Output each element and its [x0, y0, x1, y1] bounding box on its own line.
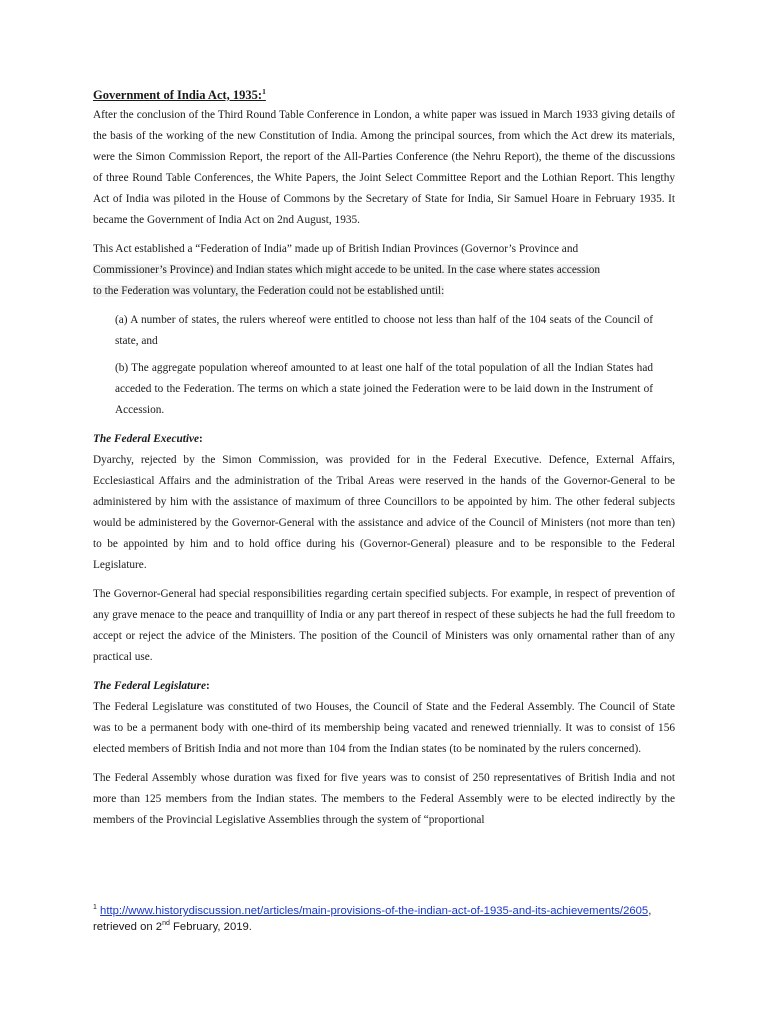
- footnote-number: 1: [93, 904, 97, 912]
- footnote-link[interactable]: http://www.historydiscussion.net/articles/main-provisions-of-the-indian-act-of-1935-and-its-achievements/2605: [100, 905, 649, 917]
- section-heading-federal-executive: The Federal Executive:: [93, 433, 203, 445]
- federation-line-1: This Act established a “Federation of India” made up of British Indian Provinces (Governor’s Province and: [93, 243, 579, 255]
- footnote-ref[interactable]: 1: [262, 86, 266, 96]
- paragraph-governor-general: The Governor-General had special responsibilities regarding certain specified subjects. For example, in respect of prevention of any grave menace to the peace and tranquillity of India or any part thereof in respect of these subjects he had the full freedom to accept or reject the advice of the Ministers. The position of the Council of Ministers was only ornamental rather than of any practical use.: [93, 588, 675, 663]
- federal-executive-heading-text: The Federal Executive: [93, 433, 200, 445]
- title-text: Government of India Act, 1935:: [93, 88, 263, 102]
- footnote-retrieved-suffix: February, 2019.: [169, 921, 252, 933]
- paragraph-federal-executive: Dyarchy, rejected by the Simon Commission, was provided for in the Federal Executive. Defence, External Affairs, Ecclesiastical Affairs and the administration of the Tribal Areas were reserved in the hands of the Governor-General to be administered by him with the assistance of maximum of three Councillors to be appointed by him. The other federal subjects would be administered by the Governor-General with the assistance and advice of the Council of Ministers (not more than ten) to be appointed by him and to hold office during his (Governor-General) pleasure and to be responsible to the Federal Legislature.: [93, 454, 675, 571]
- paragraph-federal-assembly: The Federal Assembly whose duration was fixed for five years was to consist of 250 representatives of British India and not more than 125 members from the Indian states. The members to the Federal Assembly were to be elected indirectly by the members of the Provincial Legislative Assemblies through the system of “proportional: [93, 772, 675, 826]
- federation-line-3: to the Federation was voluntary, the Federation could not be established until:: [93, 285, 445, 297]
- paragraph-federation: [93, 239, 675, 302]
- federation-line-2: Commissioner’s Province) and Indian states which might accede to be united. In the case where states accession: [93, 264, 601, 276]
- paragraph-intro: After the conclusion of the Third Round Table Conference in London, a white paper was issued in March 1933 giving details of the basis of the working of the new Constitution of India. Among the principal sources, from which the Act drew its materials, were the Simon Commission Report, the report of the All-Parties Conference (the Nehru Report), the theme of the discussions of three Round Table Conferences, the White Papers, the Joint Select Committee Report and the Lothian Report. This lengthy Act of India was piloted in the House of Commons by the Secretary of State for India, Sir Samuel Hoare in February 1935. It became the Government of India Act on 2nd August, 1935.: [93, 109, 675, 226]
- federal-legislature-heading-text: The Federal Legislature: [93, 680, 206, 692]
- footnote: [93, 903, 675, 935]
- paragraph-federal-legislature: The Federal Legislature was constituted of two Houses, the Council of State and the Federal Assembly. The Council of State was to be a permanent body with one-third of its membership being vacated and renewed triennially. It was to consist of 156 elected members of British India and not more than 104 from the Indian states (to be nominated by the rulers concerned).: [93, 701, 675, 755]
- list-item-b: (b) The aggregate population whereof amounted to at least one half of the total population of all the Indian States had acceded to the Federation. The terms on which a state joined the Federation were to be laid down in the Instrument of Accession.: [115, 362, 653, 416]
- footnote-date-suffix: nd: [162, 920, 170, 928]
- page-title: [93, 85, 675, 106]
- footnote-retrieved-prefix: , retrieved on 2: [93, 905, 652, 933]
- section-heading-federal-legislature: The Federal Legislature:: [93, 680, 210, 692]
- list-item-a: (a) A number of states, the rulers whereof were entitled to choose not less than half of the 104 seats of the Council of state, and: [115, 314, 653, 347]
- document-body: [93, 85, 675, 839]
